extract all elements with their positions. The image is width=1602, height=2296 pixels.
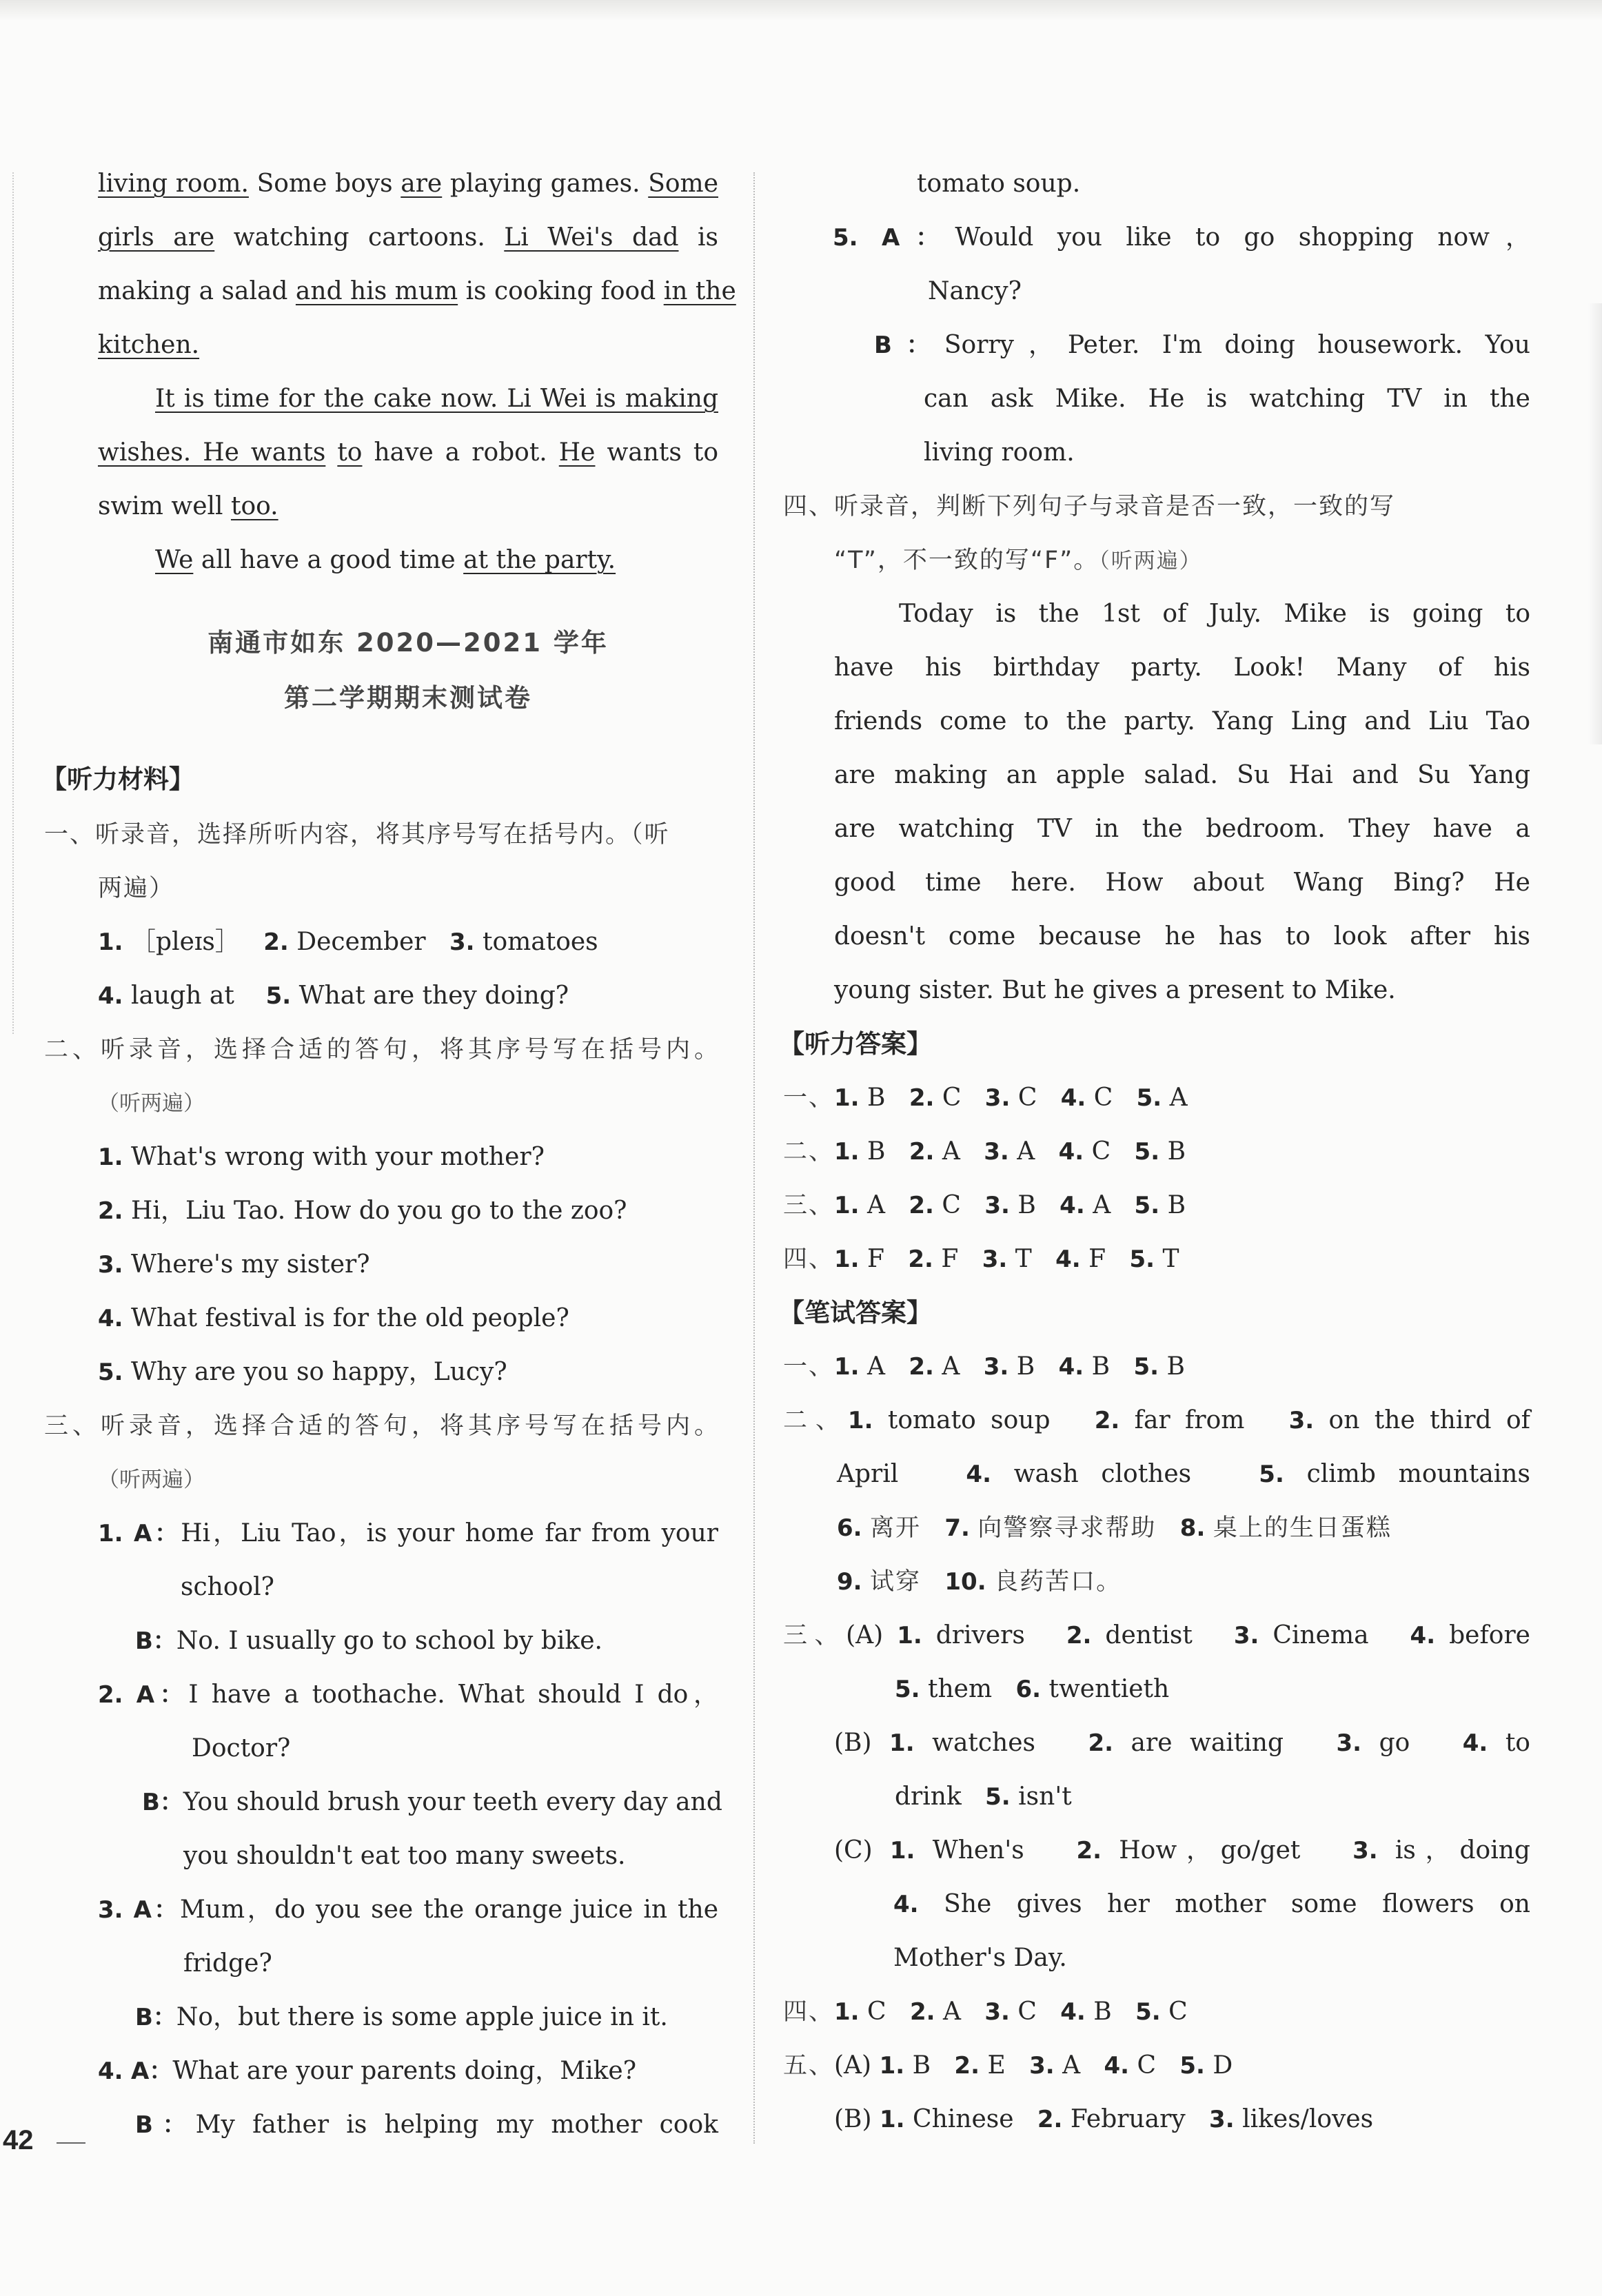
column-divider bbox=[753, 172, 755, 2144]
passage-line: friends come to the party. Yang Ling and Liu Tao bbox=[834, 707, 1530, 735]
answer-row: 一、1. A 2. A 3. B 4. B 5. B bbox=[783, 1352, 1185, 1381]
answer-row: 9. 试穿 10. 良药苦口。 bbox=[837, 1568, 1122, 1596]
dialogue-line: school? bbox=[181, 1573, 274, 1601]
passage-line: girls are watching cartoons. Li Wei's dad is bbox=[98, 223, 718, 252]
answer-row: 二、1. tomato soup 2. far from 3. on the third of bbox=[783, 1406, 1530, 1434]
answer-row: 一、1. B 2. C 3. C 4. C 5. A bbox=[783, 1084, 1188, 1112]
section2-note: （听两遍） bbox=[98, 1091, 205, 1116]
section1-instruction-cont: 两遍） bbox=[98, 875, 175, 902]
answer-row: 四、1. F 2. F 3. T 4. F 5. T bbox=[783, 1245, 1179, 1273]
dialogue-line: Nancy? bbox=[928, 277, 1022, 305]
answer-row: 二、1. B 2. A 3. A 4. C 5. B bbox=[783, 1137, 1186, 1166]
section1-items-row2: 4. laugh at 5. What are they doing? bbox=[98, 982, 569, 1010]
scan-shadow-right bbox=[1588, 303, 1602, 744]
dialogue-line: B：No，but there is some apple juice in it. bbox=[135, 2003, 668, 2031]
answer-row: (B) 1. Chinese 2. February 3. likes/loves bbox=[834, 2105, 1374, 2133]
dialogue-line: 3. A：Mum，do you see the orange juice in the bbox=[98, 1896, 718, 1924]
answer-row: 三、1. A 2. C 3. B 4. A 5. B bbox=[783, 1191, 1186, 1219]
exam-title-line1: 南通市如东 2020—2021 学年 bbox=[207, 628, 609, 658]
passage-line: kitchen. bbox=[98, 331, 200, 359]
answer-row: April 4. wash clothes 5. climb mountains bbox=[837, 1460, 1530, 1488]
passage-line: are making an apple salad. Su Hai and Su Yang bbox=[834, 761, 1530, 789]
passage-line: are watching TV in the bedroom. They have a bbox=[834, 815, 1530, 843]
page-number: 42 bbox=[3, 2125, 34, 2155]
page-number-dash bbox=[57, 2142, 85, 2144]
passage-line: Today is the 1st of July. Mike is going to bbox=[899, 600, 1530, 628]
exam-title-line2: 第二学期期末测试卷 bbox=[284, 683, 532, 713]
listening-answers-heading: 【听力答案】 bbox=[779, 1029, 932, 1059]
answer-row: Mother's Day. bbox=[893, 1944, 1067, 1972]
section2-item: 5. Why are you so happy，Lucy? bbox=[98, 1358, 507, 1386]
dialogue-line: B：No. I usually go to school by bike. bbox=[135, 1627, 602, 1655]
answer-row: (B) 1. watches 2. are waiting 3. go 4. to bbox=[834, 1729, 1530, 1757]
dialogue-line: Doctor? bbox=[192, 1734, 291, 1762]
section4-instruction-cont: “T”，不一致的写“F”。（听两遍） bbox=[834, 547, 1202, 574]
dialogue-line: 4. A：What are your parents doing，Mike? bbox=[98, 2057, 637, 2085]
passage-line: We all have a good time at the party. bbox=[155, 546, 616, 574]
passage-line: wishes. He wants to have a robot. He wants to bbox=[98, 438, 719, 467]
passage-line: doesn't come because he has to look after his bbox=[834, 922, 1530, 951]
section2-item: 3. Where's my sister? bbox=[98, 1250, 370, 1279]
passage-line: making a salad and his mum is cooking food in the bbox=[98, 277, 736, 305]
answer-row: 三、(A) 1. drivers 2. dentist 3. Cinema 4. before bbox=[783, 1621, 1530, 1649]
written-answers-heading: 【笔试答案】 bbox=[779, 1298, 932, 1328]
answer-row: 5. them 6. twentieth bbox=[895, 1675, 1170, 1703]
dialogue-line: living room. bbox=[924, 438, 1075, 467]
section3-instruction: 三、听录音，选择合适的答句，将其序号写在括号内。 bbox=[44, 1412, 723, 1440]
section2-item: 1. What's wrong with your mother? bbox=[98, 1143, 545, 1171]
dialogue-line: can ask Mike. He is watching TV in the bbox=[924, 385, 1530, 413]
passage-line: It is time for the cake now. Li Wei is making bbox=[155, 385, 718, 413]
section3-note: （听两遍） bbox=[98, 1467, 205, 1492]
section4-instruction: 四、听录音，判断下列句子与录音是否一致，一致的写 bbox=[783, 493, 1396, 520]
dialogue-line: you shouldn't eat too many sweets. bbox=[183, 1842, 626, 1870]
dialogue-line: 2. A：I have a toothache. What should I do， bbox=[98, 1680, 718, 1709]
left-margin-rule bbox=[12, 172, 14, 1034]
dialogue-line: 1. A：Hi，Liu Tao，is your home far from your bbox=[98, 1519, 718, 1547]
dialogue-line: 5. A：Would you like to go shopping now， bbox=[833, 223, 1530, 252]
dialogue-line: tomato soup. bbox=[917, 170, 1081, 198]
answer-row: 6. 离开 7. 向警察寻求帮助 8. 桌上的生日蛋糕 bbox=[837, 1514, 1392, 1542]
dialogue-line: B：Sorry，Peter. I'm doing housework. You bbox=[874, 331, 1530, 359]
section2-item: 2. Hi，Liu Tao. How do you go to the zoo? bbox=[98, 1197, 627, 1225]
answer-row: drink 5. isn't bbox=[895, 1782, 1072, 1811]
answer-row: 4. She gives her mother some flowers on bbox=[893, 1890, 1530, 1918]
listening-material-heading: 【听力材料】 bbox=[41, 764, 194, 794]
dialogue-line: fridge? bbox=[183, 1949, 272, 1978]
scan-shadow-top bbox=[0, 0, 1602, 21]
section2-instruction: 二、听录音，选择合适的答句，将其序号写在括号内。 bbox=[44, 1036, 723, 1064]
passage-line: young sister. But he gives a present to Mike. bbox=[834, 976, 1396, 1004]
section1-instruction: 一、听录音，选择所听内容，将其序号写在括号内。（听 bbox=[44, 821, 670, 849]
dialogue-line: B：You should brush your teeth every day and bbox=[142, 1788, 722, 1816]
answer-row: (C) 1. When's 2. How，go/get 3. is，doing bbox=[834, 1836, 1530, 1865]
answer-row: 四、1. C 2. A 3. C 4. B 5. C bbox=[783, 1998, 1188, 2026]
section2-item: 4. What festival is for the old people? bbox=[98, 1304, 569, 1332]
answer-row: 五、(A) 1. B 2. E 3. A 4. C 5. D bbox=[783, 2051, 1233, 2080]
passage-line: good time here. How about Wang Bing? He bbox=[834, 868, 1530, 897]
dialogue-line: B：My father is helping my mother cook bbox=[135, 2111, 718, 2139]
section1-items-row1: 1. ［pleɪs］ 2. December 3. tomatoes bbox=[98, 928, 598, 956]
passage-line: living room. Some boys are playing games. Some bbox=[98, 170, 718, 198]
passage-line: have his birthday party. Look! Many of his bbox=[834, 653, 1530, 682]
passage-line: swim well too. bbox=[98, 492, 278, 520]
